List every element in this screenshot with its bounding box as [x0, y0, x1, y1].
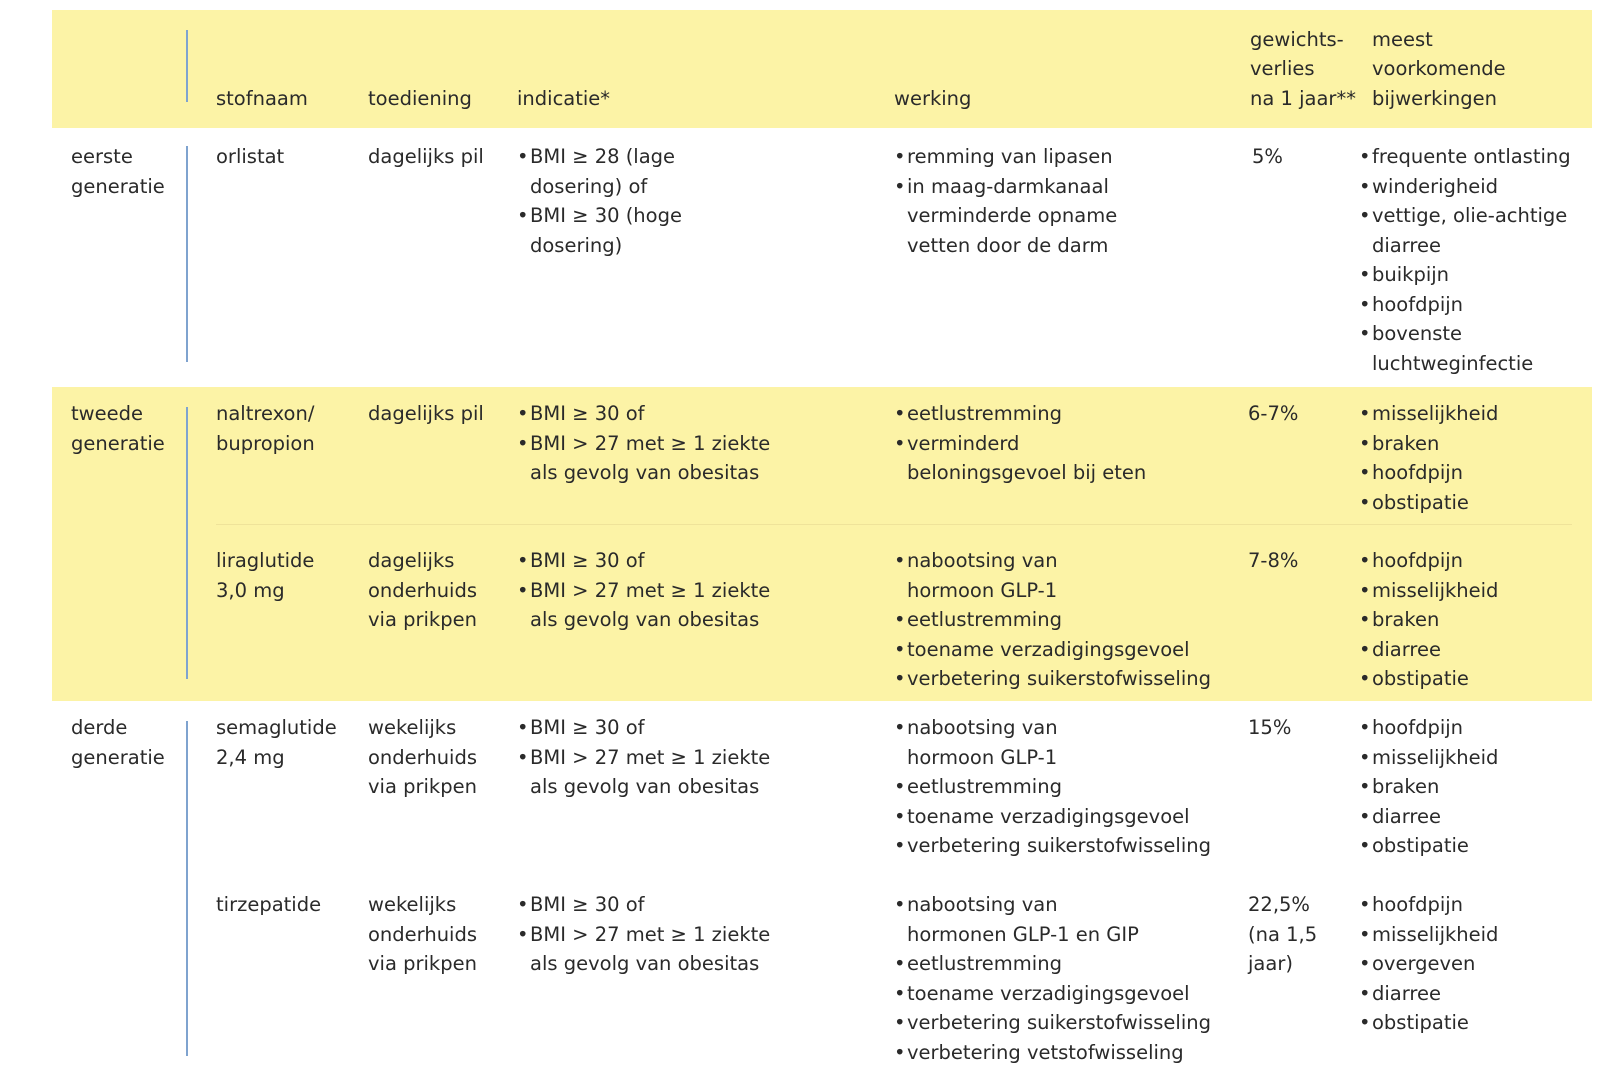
indicatie-item-cont: als gevolg van obesitas: [530, 952, 760, 975]
header-line: na 1 jaar**: [1250, 86, 1356, 110]
werking-item-cont: hormonen GLP-1 en GIP: [907, 922, 1139, 946]
werking-item: • nabootsing van: [894, 546, 1211, 576]
bijwerking-item: • misselijkheid: [1359, 399, 1498, 429]
generation-eerste: [52, 128, 1592, 387]
indicatie-item: • BMI > 27 met ≥ 1 ziekte: [517, 576, 770, 606]
header-indicatie: indicatie*: [517, 86, 611, 110]
bijwerking-item: • diarree: [1359, 802, 1498, 832]
werking-item: • toename verzadigingsgevoel: [894, 802, 1211, 832]
stofnaam-cell: [216, 890, 321, 920]
label-line: generatie: [71, 431, 165, 455]
werking-item: • remming van lipasen: [894, 142, 1117, 172]
bijwerking-item: • obstipatie: [1359, 488, 1498, 518]
header-bijwerkingen: [1372, 25, 1506, 114]
toediening-line: dagelijks pil: [368, 402, 484, 425]
gewichtsverlies-cell: [1252, 142, 1283, 172]
table-header: [52, 10, 1592, 128]
bijwerkingen-cell: [1359, 546, 1498, 694]
stofnaam-cell: [216, 399, 315, 458]
toediening-line: via prikpen: [368, 608, 477, 631]
toediening-cell: [368, 890, 477, 979]
generation-tweede: [52, 387, 1592, 701]
bijwerking-item-cont: luchtweginfectie: [1372, 351, 1534, 375]
bijwerking-item: • obstipatie: [1359, 1008, 1498, 1038]
generation-label: [71, 399, 165, 458]
werking-item: • verminderd: [894, 429, 1146, 459]
bijwerking-item: • braken: [1359, 605, 1498, 635]
bijwerking-item: • overgeven: [1359, 949, 1498, 979]
stofnaam-cell: [216, 142, 284, 172]
indicatie-item: • BMI ≥ 30 of: [517, 546, 770, 576]
bijwerking-item: • hoofdpijn: [1359, 890, 1498, 920]
label-line: generatie: [71, 745, 165, 769]
header-gewichtsverlies: [1250, 25, 1356, 114]
indicatie-item-cont: als gevolg van obesitas: [530, 775, 760, 798]
gewichtsverlies-line: 22,5%: [1248, 893, 1310, 916]
stofnaam-line: orlistat: [216, 145, 285, 168]
indicatie-item-cont: als gevolg van obesitas: [530, 608, 760, 631]
indicatie-item: • BMI > 27 met ≥ 1 ziekte: [517, 743, 770, 773]
medication-table: [52, 10, 1592, 1071]
indicatie-item: • BMI > 27 met ≥ 1 ziekte: [517, 920, 770, 950]
stofnaam-line: 3,0 mg: [216, 578, 285, 602]
indicatie-item: • BMI ≥ 30 (hoge: [517, 201, 682, 231]
toediening-line: via prikpen: [368, 775, 477, 798]
werking-item-cont: beloningsgevoel bij eten: [907, 461, 1147, 484]
bijwerking-item: • hoofdpijn: [1359, 713, 1498, 743]
werking-item: • verbetering suikerstofwisseling: [894, 831, 1211, 861]
bijwerking-item: • misselijkheid: [1359, 743, 1498, 773]
generation-label: [71, 713, 165, 772]
toediening-cell: [368, 142, 484, 172]
bijwerking-item: • winderigheid: [1359, 172, 1571, 202]
bijwerking-item: • misselijkheid: [1359, 920, 1498, 950]
label-line: derde: [71, 716, 128, 739]
toediening-line: onderhuids: [368, 745, 478, 769]
label-line: eerste: [71, 145, 133, 168]
toediening-line: wekelijks: [368, 893, 457, 916]
stofnaam-line: tirzepatide: [216, 893, 322, 916]
bijwerking-item: • misselijkheid: [1359, 576, 1498, 606]
indicatie-item: • BMI ≥ 30 of: [517, 713, 770, 743]
bijwerking-item: • bovenste: [1359, 319, 1571, 349]
bijwerking-item: • obstipatie: [1359, 831, 1498, 861]
bijwerking-item: • frequente ontlasting: [1359, 142, 1571, 172]
indicatie-cell: [517, 713, 770, 802]
stofnaam-line: liraglutide: [216, 549, 315, 572]
bijwerkingen-cell: [1359, 142, 1571, 378]
gewichtsverlies-line: 6-7%: [1248, 402, 1299, 425]
bijwerkingen-cell: [1359, 399, 1498, 517]
werking-item: • toename verzadigingsgevoel: [894, 635, 1211, 665]
bijwerking-item-cont: diarree: [1372, 233, 1442, 257]
column-divider: [186, 407, 188, 679]
werking-item: • eetlustremming: [894, 949, 1211, 979]
header-stofnaam: stofnaam: [216, 86, 308, 110]
header-line: voorkomende: [1372, 57, 1506, 80]
werking-item: • toename verzadigingsgevoel: [894, 979, 1211, 1009]
toediening-cell: [368, 399, 484, 429]
generation-derde: [52, 701, 1592, 1071]
indicatie-item: • BMI ≥ 30 of: [517, 399, 770, 429]
werking-item-cont: verminderde opname: [907, 204, 1118, 227]
werking-cell: [894, 399, 1146, 488]
row-separator: [216, 524, 1572, 525]
stofnaam-line: semaglutide: [216, 716, 337, 739]
generation-label: [71, 142, 165, 201]
header-line: meest: [1372, 27, 1433, 51]
gewichtsverlies-line: 15%: [1248, 716, 1292, 739]
indicatie-item-cont: dosering) of: [530, 174, 648, 198]
bijwerking-item: • braken: [1359, 772, 1498, 802]
label-line: generatie: [71, 174, 165, 198]
gewichtsverlies-cell: [1248, 546, 1298, 576]
label-line: tweede: [71, 402, 143, 425]
indicatie-cell: [517, 142, 682, 260]
gewichtsverlies-line: 7-8%: [1248, 549, 1299, 572]
toediening-line: wekelijks: [368, 716, 457, 739]
werking-item-cont: hormoon GLP-1: [907, 578, 1058, 602]
stofnaam-line: bupropion: [216, 431, 315, 455]
stofnaam-line: 2,4 mg: [216, 745, 285, 769]
header-line: verlies: [1250, 57, 1315, 80]
indicatie-item: • BMI > 27 met ≥ 1 ziekte: [517, 429, 770, 459]
column-divider: [186, 30, 188, 102]
gewichtsverlies-cell: [1248, 713, 1291, 743]
bijwerking-item: • diarree: [1359, 635, 1498, 665]
werking-cell: [894, 142, 1117, 260]
indicatie-item-cont: dosering): [530, 233, 623, 257]
toediening-line: dagelijks pil: [368, 145, 484, 168]
gewichtsverlies-cell: [1248, 890, 1317, 979]
toediening-line: dagelijks: [368, 549, 455, 572]
werking-item-cont: vetten door de darm: [907, 233, 1109, 257]
toediening-line: onderhuids: [368, 578, 478, 602]
werking-item: • eetlustremming: [894, 772, 1211, 802]
bijwerking-item: • vettige, olie-achtige: [1359, 201, 1571, 231]
bijwerking-item: • obstipatie: [1359, 664, 1498, 694]
werking-cell: [894, 713, 1211, 861]
werking-cell: [894, 546, 1211, 694]
gewichtsverlies-line: (na 1,5: [1248, 922, 1318, 946]
header-line: bijwerkingen: [1372, 86, 1497, 110]
stofnaam-cell: [216, 713, 337, 772]
werking-item-cont: hormoon GLP-1: [907, 745, 1058, 769]
toediening-cell: [368, 713, 477, 802]
indicatie-item: • BMI ≥ 28 (lage: [517, 142, 682, 172]
toediening-line: via prikpen: [368, 952, 477, 975]
indicatie-cell: [517, 890, 770, 979]
werking-item: • nabootsing van: [894, 713, 1211, 743]
header-line: gewichts-: [1250, 27, 1344, 51]
werking-item: • verbetering vetstofwisseling: [894, 1038, 1211, 1068]
werking-item: • in maag-darmkanaal: [894, 172, 1117, 202]
indicatie-cell: [517, 546, 770, 635]
gewichtsverlies-line: jaar): [1248, 952, 1293, 975]
bijwerking-item: • buikpijn: [1359, 260, 1571, 290]
bijwerking-item: • diarree: [1359, 979, 1498, 1009]
bijwerkingen-cell: [1359, 890, 1498, 1038]
indicatie-item-cont: als gevolg van obesitas: [530, 461, 760, 484]
werking-cell: [894, 890, 1211, 1067]
column-divider: [186, 146, 188, 362]
gewichtsverlies-cell: [1248, 399, 1298, 429]
column-divider: [186, 721, 188, 1056]
werking-item: • verbetering suikerstofwisseling: [894, 664, 1211, 694]
stofnaam-cell: [216, 546, 314, 605]
toediening-line: onderhuids: [368, 922, 478, 946]
werking-item: • eetlustremming: [894, 399, 1146, 429]
header-werking: werking: [894, 86, 972, 110]
bijwerking-item: • braken: [1359, 429, 1498, 459]
stofnaam-line: naltrexon/: [216, 402, 315, 425]
bijwerking-item: • hoofdpijn: [1359, 546, 1498, 576]
indicatie-item: • BMI ≥ 30 of: [517, 890, 770, 920]
gewichtsverlies-line: 5%: [1252, 145, 1283, 168]
bijwerkingen-cell: [1359, 713, 1498, 861]
werking-item: • verbetering suikerstofwisseling: [894, 1008, 1211, 1038]
header-toediening: toediening: [368, 86, 472, 110]
werking-item: • nabootsing van: [894, 890, 1211, 920]
bijwerking-item: • hoofdpijn: [1359, 290, 1571, 320]
werking-item: • eetlustremming: [894, 605, 1211, 635]
bijwerking-item: • hoofdpijn: [1359, 458, 1498, 488]
indicatie-cell: [517, 399, 770, 488]
toediening-cell: [368, 546, 477, 635]
